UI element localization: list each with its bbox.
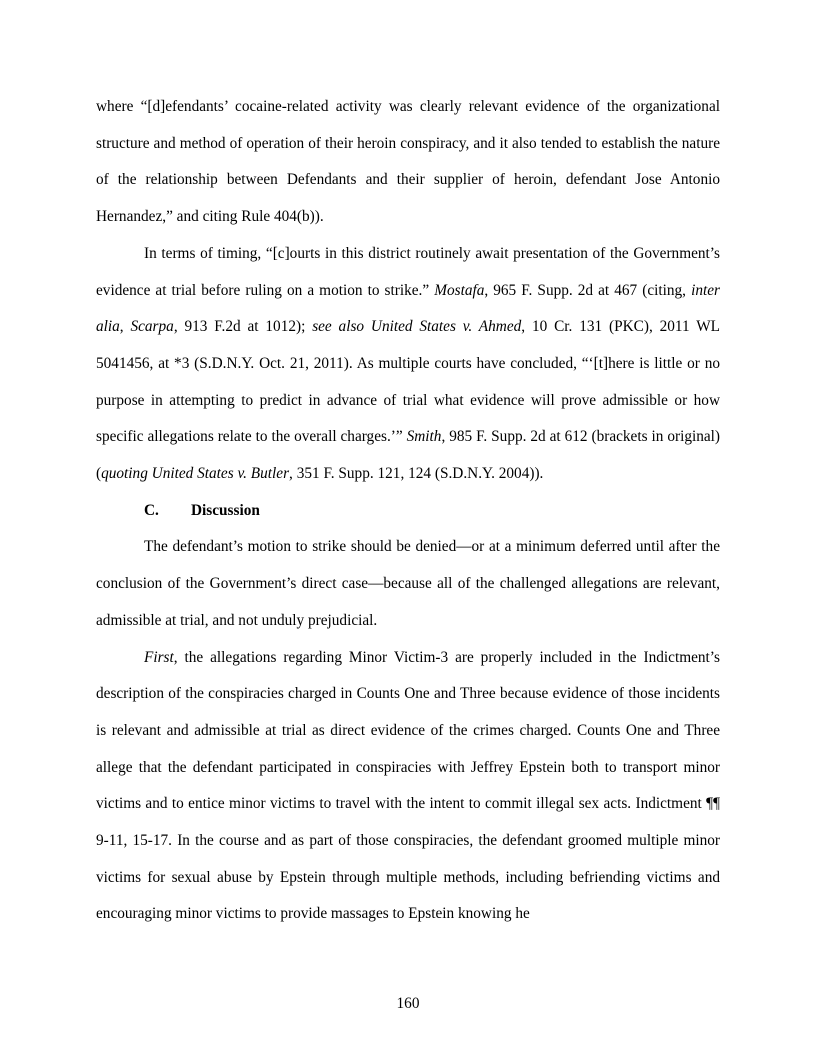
latin-phrase: inter alia bbox=[96, 281, 720, 336]
paragraph-text: , 985 F. Supp. 2d at 612 (brackets in original) ( bbox=[96, 428, 721, 483]
case-citation: Smith bbox=[406, 428, 442, 446]
paragraph-text: where “[d]efendants’ cocaine-related activity was clearly relevant evidence of the organizational structure and method of operation of their heroin conspiracy, and it also tended to establish the nature of the relationship between Defendants and their supplier of heroin, defendant Jose Antonio Hernandez,” and citing Rule 404(b)). bbox=[96, 98, 720, 226]
paragraph-first-argument bbox=[96, 640, 720, 934]
paragraph-text: In terms of timing, “[c]ourts in this district routinely await presentation of the Government’s evidence at trial before ruling on a motion to strike.” bbox=[96, 244, 720, 299]
section-heading bbox=[96, 493, 720, 530]
paragraph-text: , 965 F. Supp. 2d at 467 (citing, bbox=[484, 281, 692, 299]
case-citation: Scarpa bbox=[130, 318, 174, 336]
paragraph-text: , the allegations regarding Minor Victim-3 are properly included in the Indictment’s description of the conspiracies charged in Counts One and Three because evidence of those incidents is relevant and admissible at trial as direct evidence of the crimes charged. Counts One and Three allege that the defendant participated in conspiracies with Jeffrey Epstein both to transport minor victims and to entice minor victims to travel with the intent to commit illegal sex acts. Indictment ¶¶ 9-11, 15-17. In the course and as part of those conspiracies, the defendant groomed multiple minor victims for sexual abuse by Epstein through multiple methods, including befriending victims and encouraging minor victims to provide massages to Epstein knowing he bbox=[96, 648, 720, 923]
paragraph-text: The defendant’s motion to strike should be denied—or at a minimum deferred until after the conclusion of the Government’s direct case—because all of the challenged allegations are relevant, admissible at trial, and not unduly prejudicial. bbox=[96, 538, 720, 629]
page-number: 160 bbox=[396, 995, 420, 1012]
emphasis-word: First bbox=[144, 648, 174, 666]
document-body bbox=[96, 89, 720, 933]
section-title: Discussion bbox=[191, 501, 260, 519]
case-citation: see also United States v. Ahmed bbox=[312, 318, 522, 336]
case-citation: quoting United States v. Butler bbox=[101, 465, 290, 483]
case-citation: Mostafa bbox=[434, 281, 485, 299]
paragraph-text: , bbox=[119, 318, 131, 336]
paragraph-text: , 351 F. Supp. 121, 124 (S.D.N.Y. 2004)). bbox=[289, 465, 544, 483]
paragraph-text: , 10 Cr. 131 (PKC), 2011 WL 5041456, at *3 (S.D.N.Y. Oct. 21, 2011). As multiple courts have concluded, “‘[t]here is little or no purpose in attempting to predict in advance of trial what evidence will prove admissible or how specific allegations relate to the overall charges.’” bbox=[96, 318, 720, 446]
paragraph-discussion bbox=[96, 529, 720, 639]
paragraph-text: , 913 F.2d at 1012); bbox=[173, 318, 313, 336]
section-number: C. bbox=[144, 501, 159, 519]
paragraph-continuation bbox=[96, 89, 720, 236]
paragraph-timing bbox=[96, 236, 720, 493]
